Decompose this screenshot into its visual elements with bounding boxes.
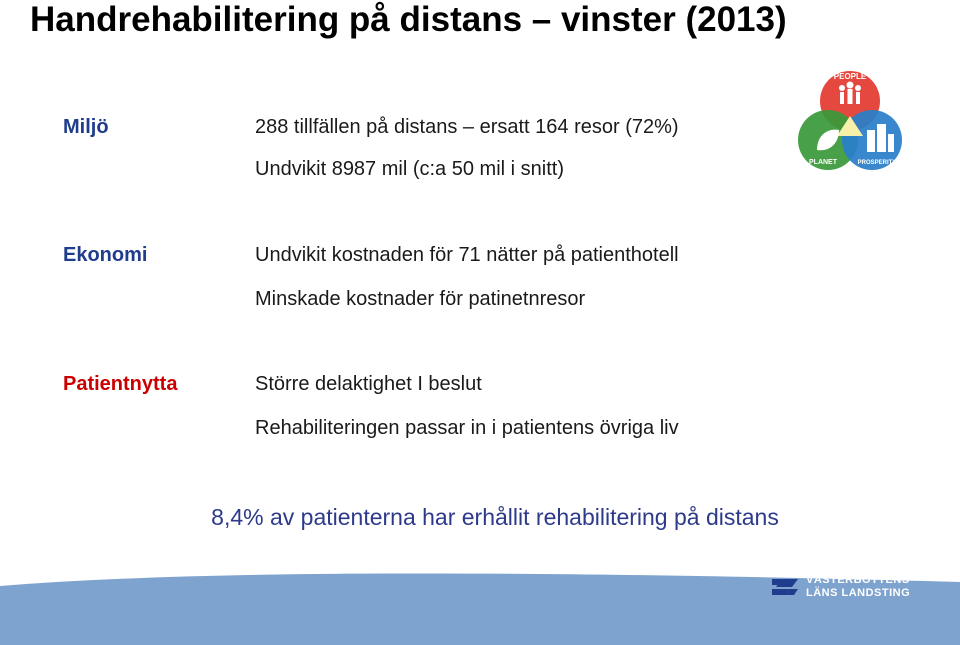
logo-prosperity-label: PROSPERITY	[857, 160, 897, 166]
vll-text	[806, 574, 910, 600]
logo-planet-label: PLANET	[809, 159, 837, 166]
people-planet-prosperity-logo	[795, 68, 905, 176]
vll-emblem-icon	[770, 575, 800, 599]
miljo-line-2: Undvikit 8987 mil (c:a 50 mil i snitt)	[255, 158, 564, 180]
category-patientnytta: Patientnytta	[63, 373, 178, 395]
vll-logo	[770, 574, 910, 600]
logo-people-label: PEOPLE	[833, 72, 867, 81]
category-ekonomi: Ekonomi	[63, 244, 148, 266]
vll-line-1: VÄSTERBOTTENS	[806, 574, 910, 586]
patientnytta-line-1: Större delaktighet I beslut	[255, 373, 482, 395]
page-title: Handrehabilitering på distans – vinster (2013)	[30, 0, 787, 39]
ekonomi-line-2: Minskade kostnader för patinetnresor	[255, 288, 586, 310]
vll-line-2: LÄNS LANDSTING	[806, 587, 911, 599]
category-miljo: Miljö	[63, 116, 109, 138]
miljo-line-1: 288 tillfällen på distans – ersatt 164 resor (72%)	[255, 116, 679, 138]
patientnytta-line-2: Rehabiliteringen passar in i patientens övriga liv	[255, 417, 679, 439]
summary-text: 8,4% av patienterna har erhållit rehabilitering på distans	[211, 504, 779, 530]
ekonomi-line-1: Undvikit kostnaden för 71 nätter på patienthotell	[255, 244, 679, 266]
